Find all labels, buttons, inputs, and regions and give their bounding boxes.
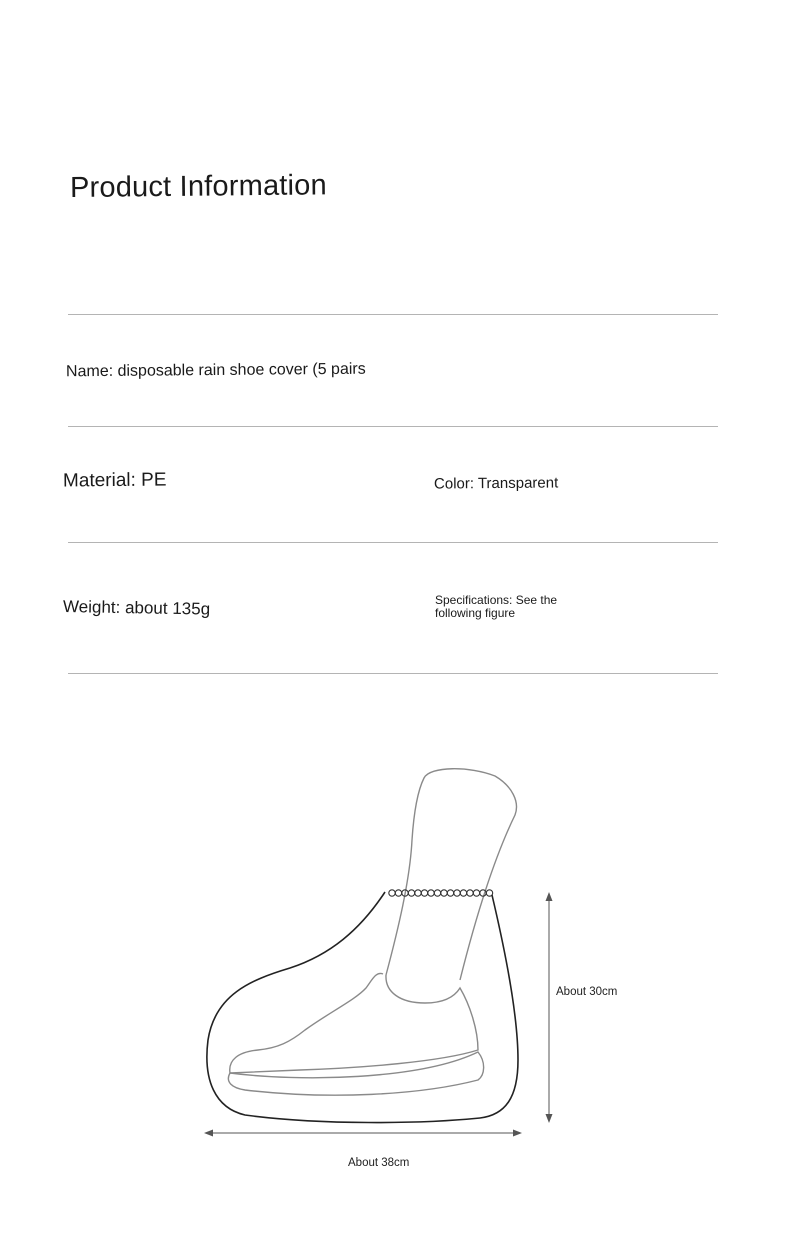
color-field: Color: Transparent [433, 474, 559, 493]
material-field: Material: PE [62, 469, 167, 492]
width-arrow [204, 1130, 522, 1137]
specifications-field: Specifications: See the following figure [435, 593, 558, 620]
shoe-sole [228, 1052, 483, 1095]
leg-outline [386, 769, 516, 980]
cover-outline [207, 892, 518, 1123]
width-label: About 38cm [348, 1157, 410, 1169]
name-field: Name: disposable rain shoe cover (5 pairs [65, 360, 366, 381]
height-arrow [546, 892, 553, 1123]
weight-field: Weight: about 135g [62, 597, 211, 619]
height-label: About 30cm [556, 986, 618, 998]
page-title: Product Information [69, 169, 328, 204]
shoe-upper [230, 973, 478, 1073]
